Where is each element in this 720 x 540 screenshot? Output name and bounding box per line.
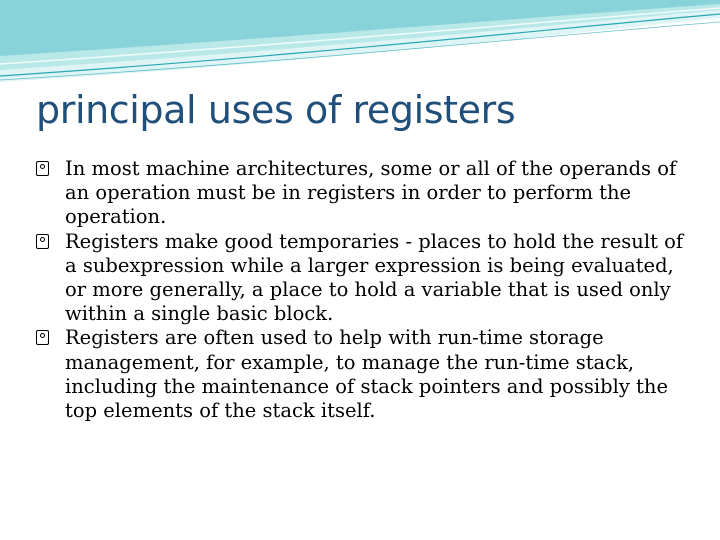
bullet-item (36, 326, 696, 423)
missing-glyph-box-icon (36, 330, 49, 345)
bullet-list (36, 157, 696, 423)
missing-glyph-box-icon (36, 234, 49, 249)
bullet-text: Registers make good temporaries - places to hold the result of a subexpression while a larger expression is being evaluated, or more generally, a place to hold a variable that is used only within a single basic block. (65, 229, 684, 326)
header-wave-decoration (0, 0, 720, 90)
missing-glyph-box-icon (36, 161, 49, 176)
bullet-item (36, 157, 696, 230)
slide-title: principal uses of registers (36, 88, 516, 132)
bullet-item (36, 230, 696, 327)
bullet-text: In most machine architectures, some or all of the operands of an operation must be in registers in order to perform the operation. (65, 157, 677, 229)
bullet-text: Registers are often used to help with run-time storage management, for example, to manage the run-time stack, including the maintenance of stack pointers and possibly the top elements of the stack itself. (65, 326, 668, 423)
